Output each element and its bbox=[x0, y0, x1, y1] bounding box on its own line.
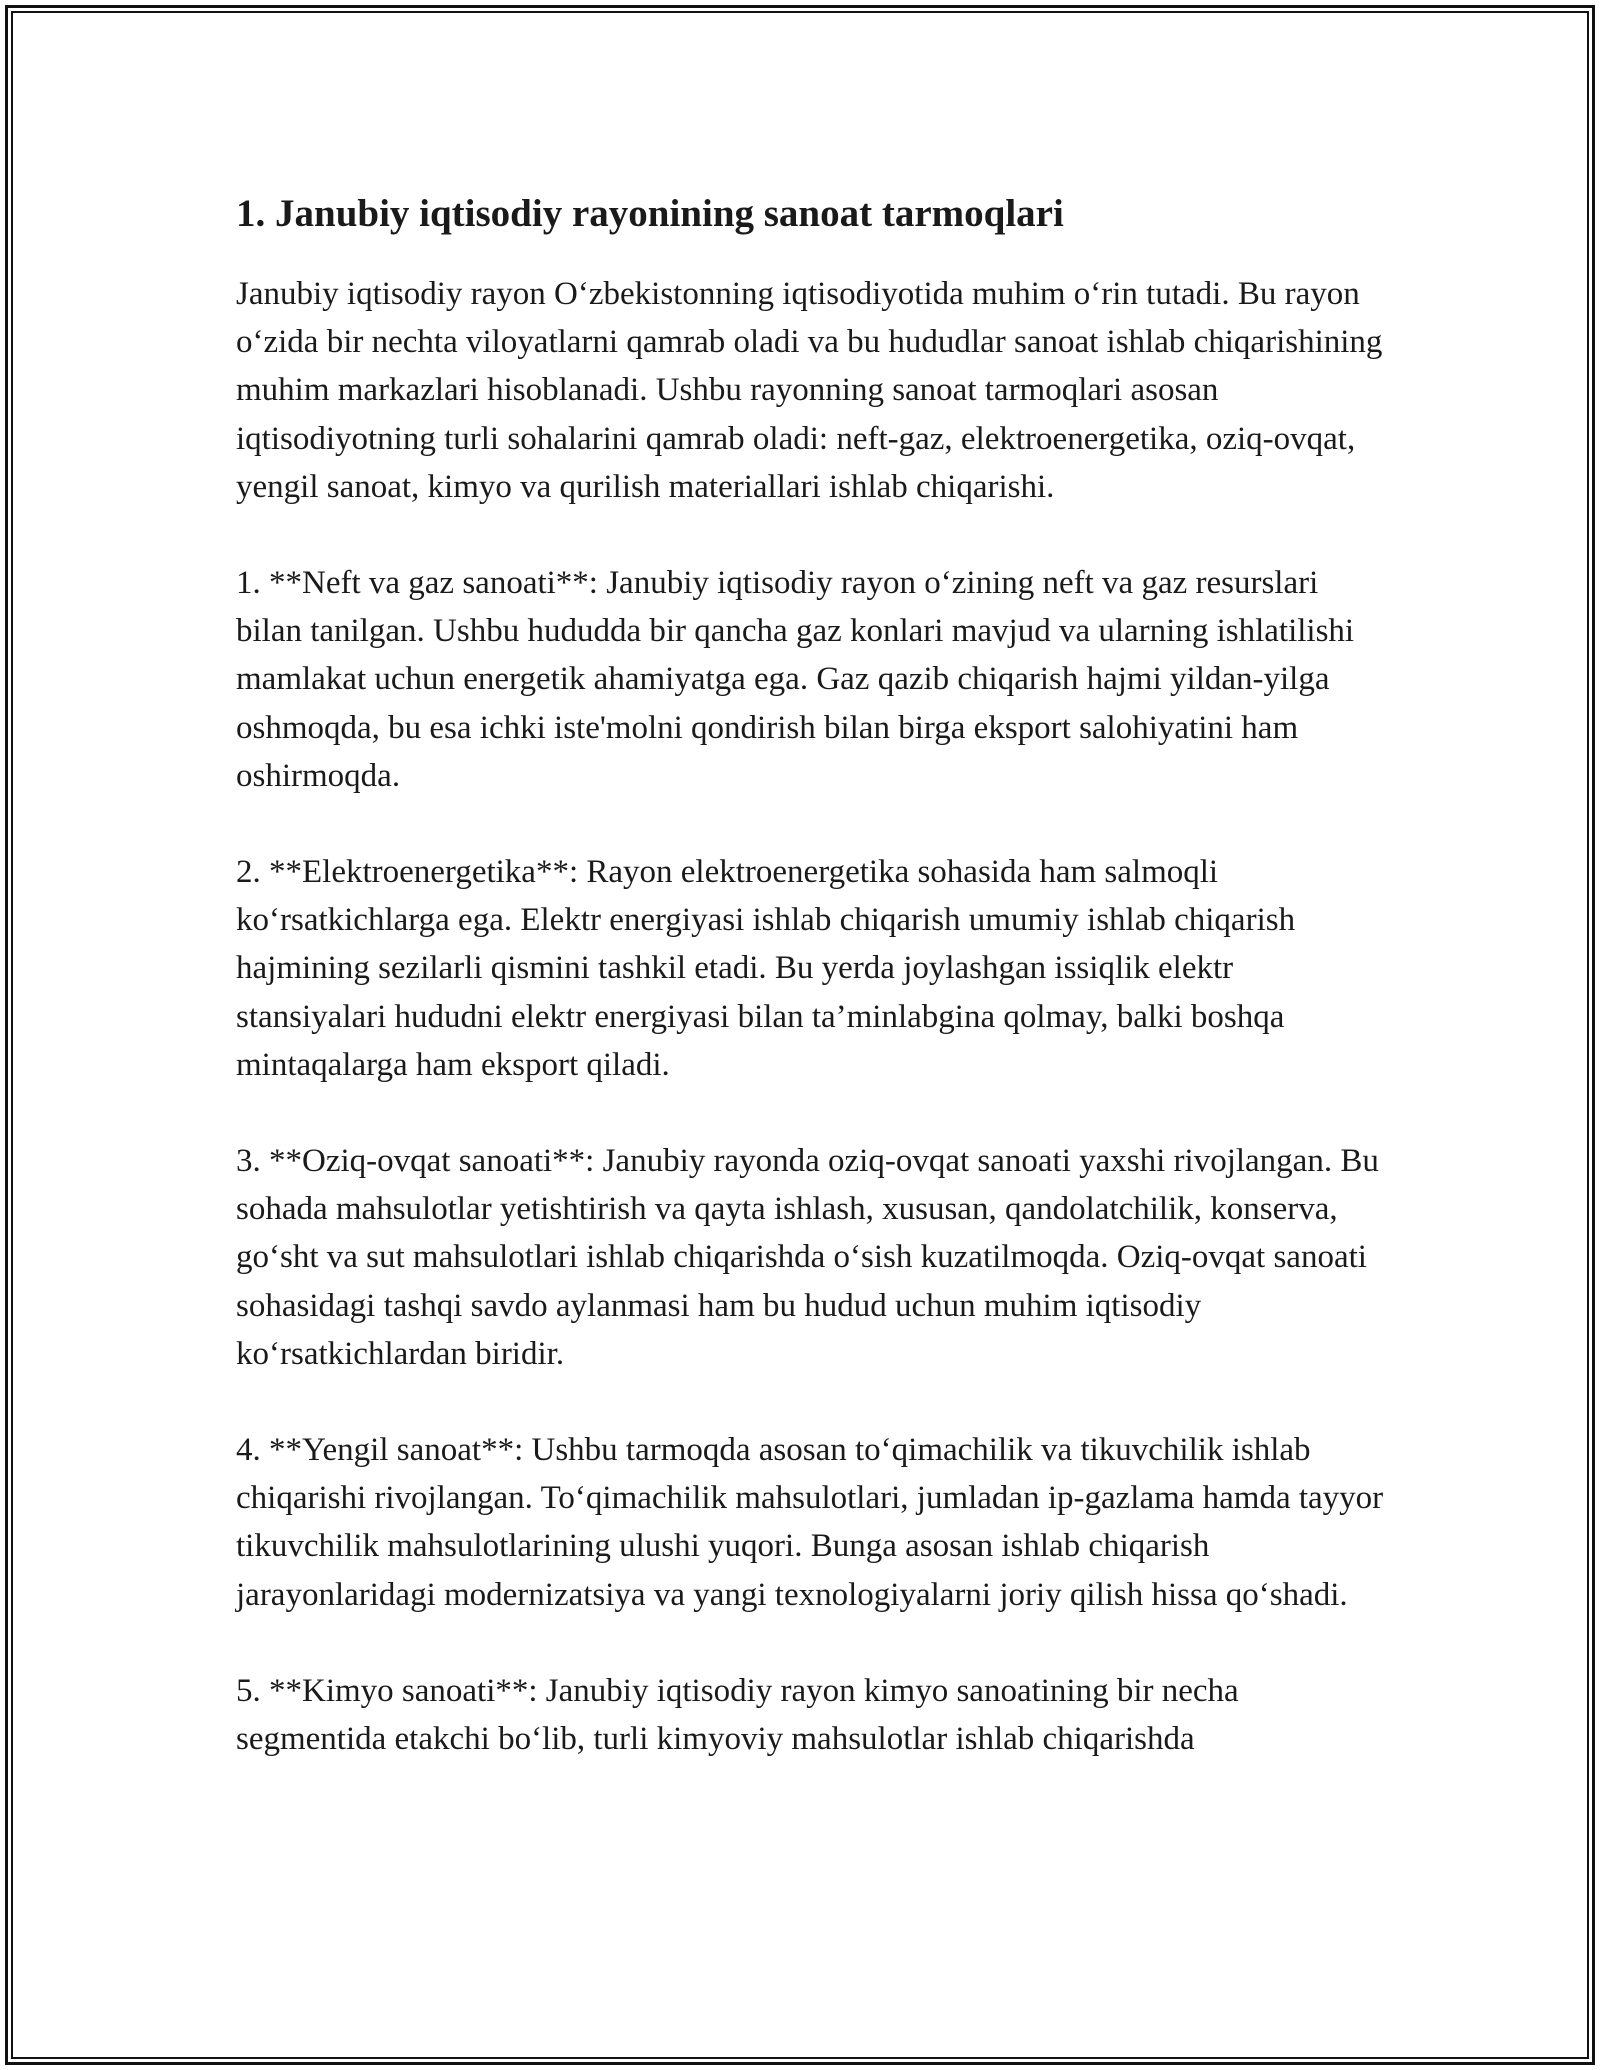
paragraph-electric-power: 2. **Elektroenergetika**: Rayon elektroenergetika sohasida ham salmoqli ko‘rsatkichlarga ega. Elektr energiyasi ishlab chiqarish umumiy ishlab chiqarish hajmining sezilarli qismini tashkil etadi. Bu yerda joylashgan issiqlik elektr stansiyalari hududni elektr energiyasi bilan ta’minlabgina qolmay, balki boshqa mintaqalarga ham eksport qiladi. bbox=[236, 854, 1296, 1083]
paragraph-oil-gas: 1. **Neft va gaz sanoati**: Janubiy iqtisodiy rayon o‘zining neft va gaz resurslari bilan tanilgan. Ushbu hududda bir qancha gaz konlari mavjud va ularning ishlatilishi mamlakat uchun energetik ahamiyatga ega. Gaz qazib chiqarish hajmi yildan-yilga oshmoqda, bu esa ichki iste'molni qondirish bilan birga eksport salohiyatini ham oshirmoqda. bbox=[236, 565, 1355, 794]
intro-paragraph: Janubiy iqtisodiy rayon O‘zbekistonning iqtisodiyotida muhim o‘rin tutadi. Bu rayon o‘zida bir nechta viloyatlarni qamrab oladi va bu hududlar sanoat ishlab chiqarishining muhim markazlari hisoblanadi. Ushbu rayonning sanoat tarmoqlari asosan iqtisodiyotning turli sohalarini qamrab oladi: neft-gaz, elektroenergetika, oziq-ovqat, yengil sanoat, kimyo va qurilish materiallari ishlab chiqarishi. bbox=[236, 276, 1383, 505]
paragraph-food-industry: 3. **Oziq-ovqat sanoati**: Janubiy rayonda oziq-ovqat sanoati yaxshi rivojlangan. Bu sohada mahsulotlar yetishtirish va qayta ishlash, xususan, qandolatchilik, konserva, go‘sht va sut mahsulotlari ishlab chiqarishda o‘sish kuzatilmoqda. Oziq-ovqat sanoati sohasidagi tashqi savdo aylanmasi ham bu hudud uchun muhim iqtisodiy ko‘rsatkichlardan biridir. bbox=[236, 1143, 1379, 1372]
paragraph-chemical-industry: 5. **Kimyo sanoati**: Janubiy iqtisodiy rayon kimyo sanoatining bir necha segmentida etakchi bo‘lib, turli kimyoviy mahsulotlar ishlab chiqarishda bbox=[236, 1672, 1239, 1758]
document-body bbox=[236, 186, 1386, 1811]
paragraph-light-industry: 4. **Yengil sanoat**: Ushbu tarmoqda asosan to‘qimachilik va tikuvchilik ishlab chiqarishi rivojlangan. To‘qimachilik mahsulotlari, jumladan ip-gazlama hamda tayyor tikuvchilik mahsulotlarining ulushi yuqori. Bunga asosan ishlab chiqarish jarayonlaridagi modernizatsiya va yangi texnologiyalarni joriy qilish hissa qo‘shadi. bbox=[236, 1432, 1384, 1613]
document-title: 1. Janubiy iqtisodiy rayonining sanoat tarmoqlari bbox=[236, 192, 1064, 235]
